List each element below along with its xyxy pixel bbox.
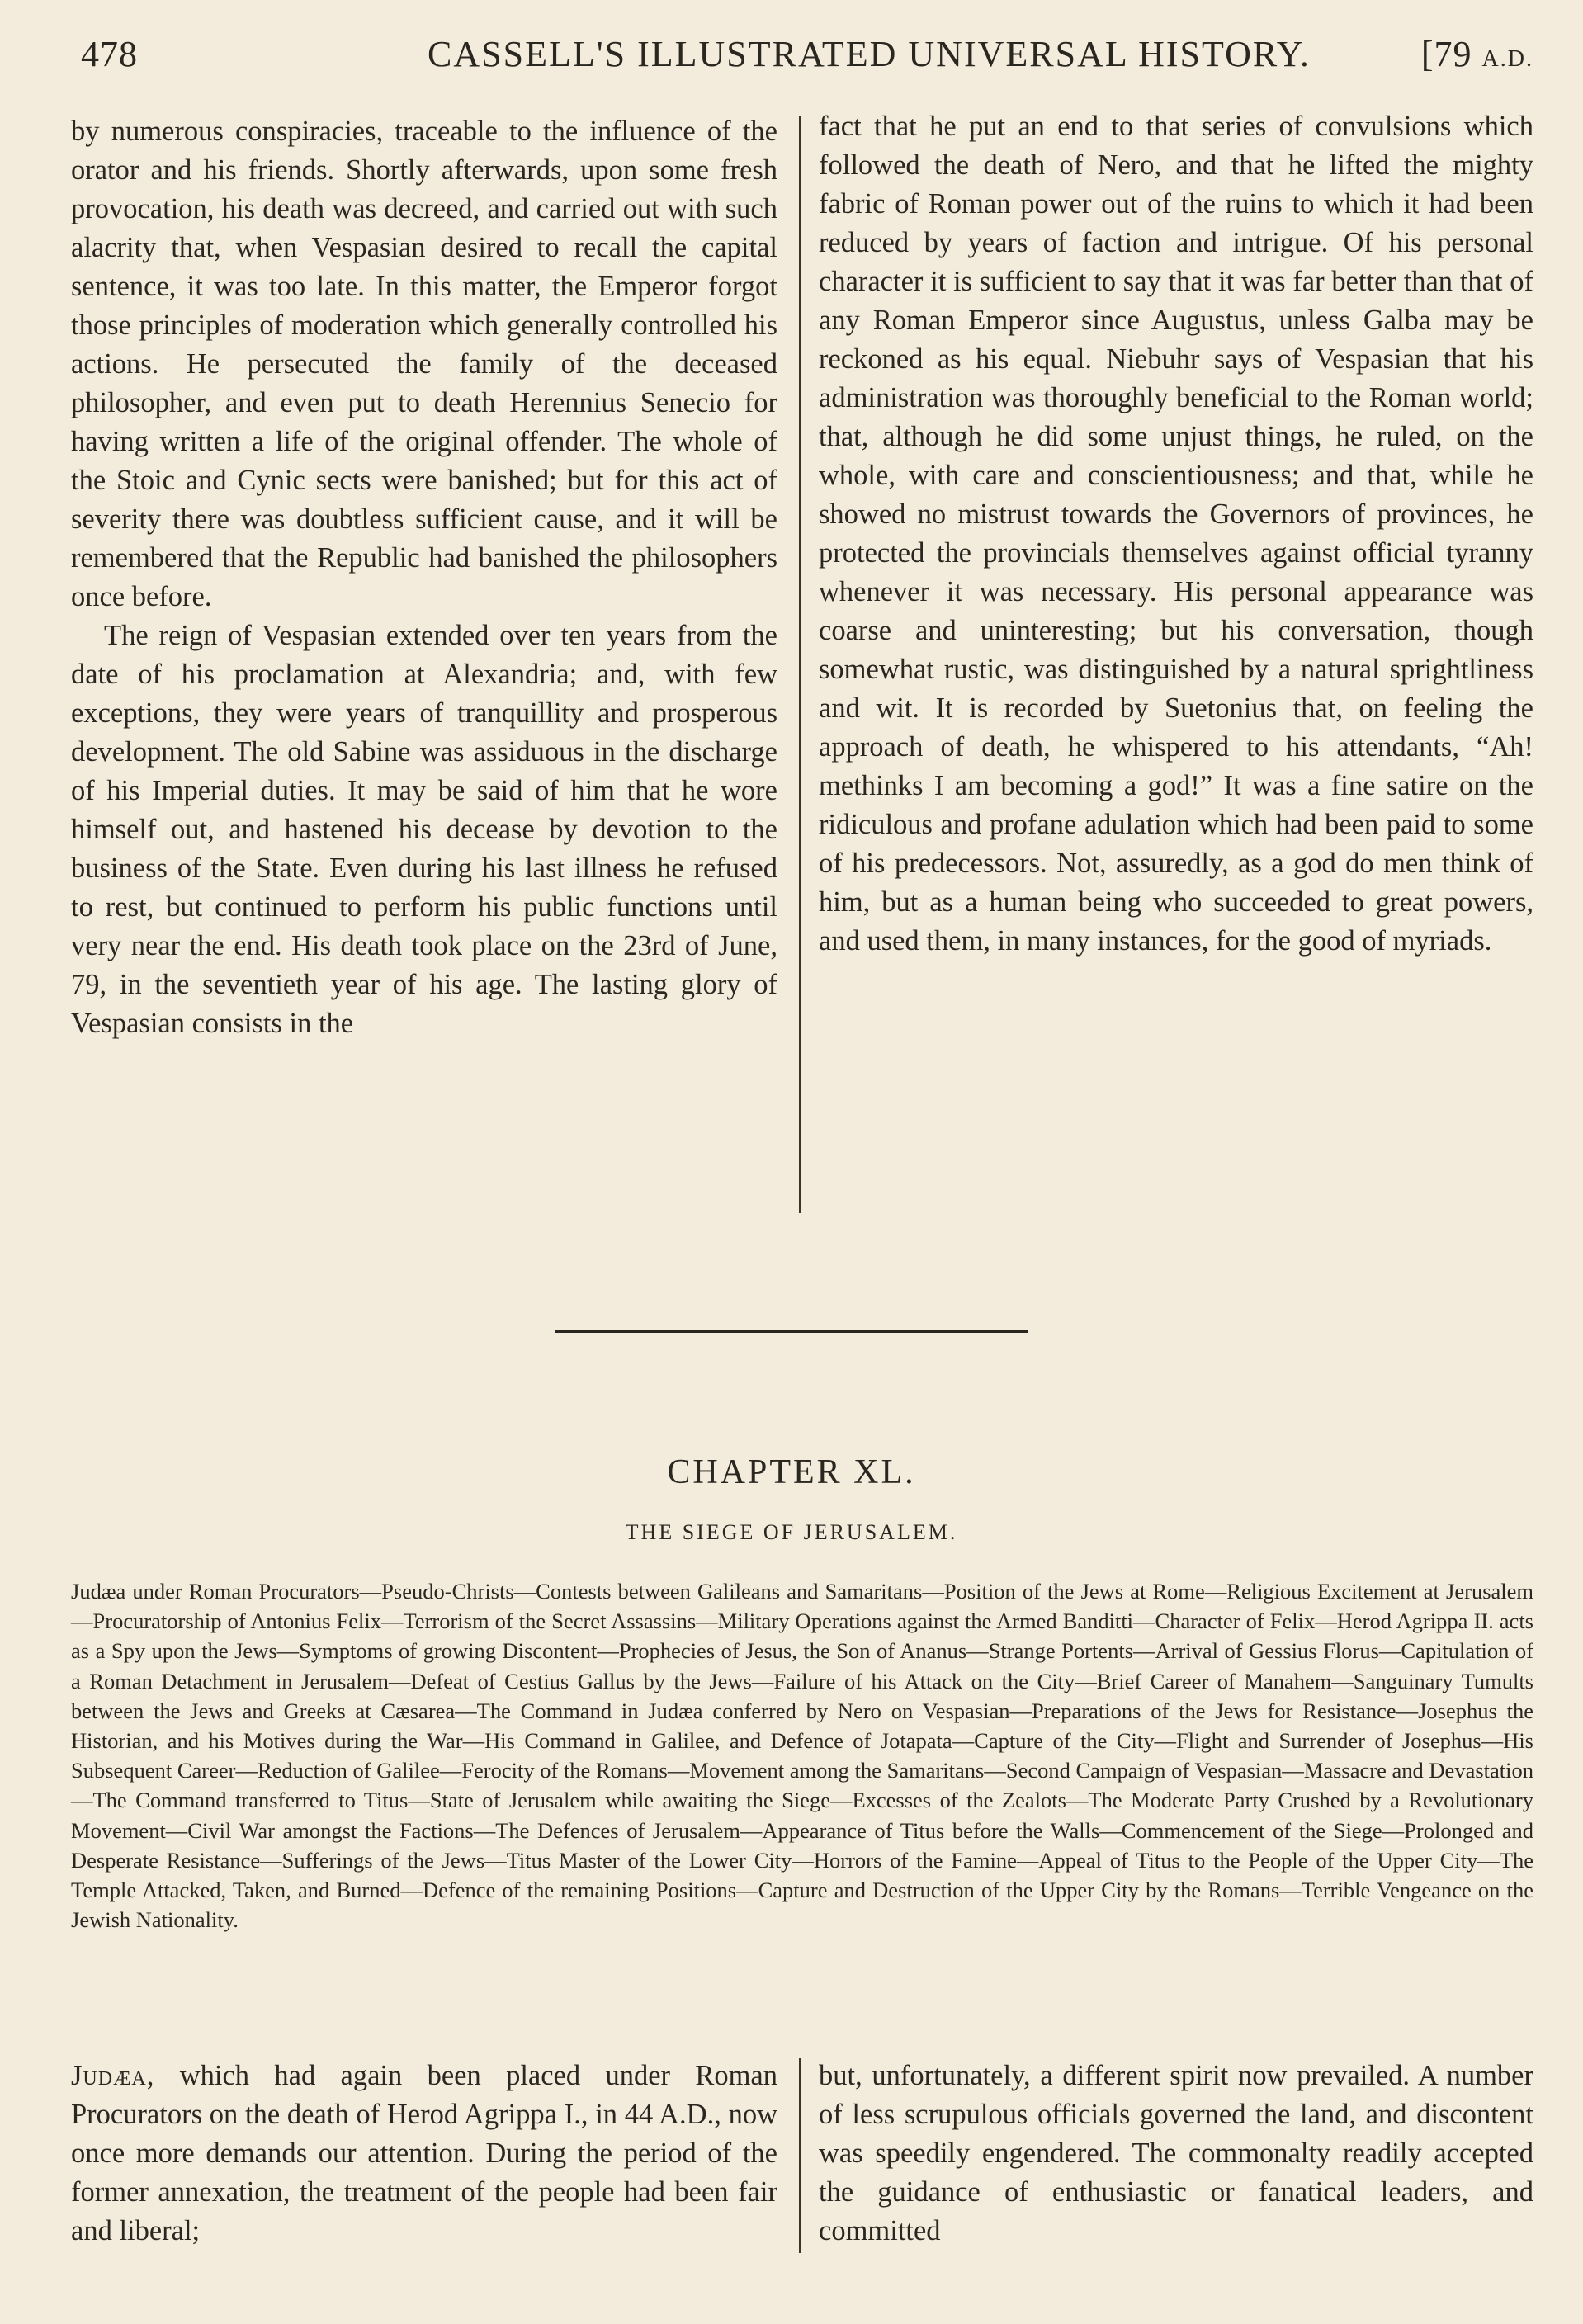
chapter-synopsis: Judæa under Roman Procurators—Pseudo-Christs—Contests between Galileans and Samaritans—Position of the Jews at Rome—Religious Excitement at Jerusalem—Procuratorship of Antonius Felix—Terrorism of the Secret Assassins—Military Operations against the Armed Banditti—Character of Felix—Herod Agrippa II. acts as a Spy upon the Jews—Symptoms of growing Discontent—Prophecies of Jesus, the Son of Ananus—Strange Portents—Arrival of Gessius Florus—Capitulation of a Roman Detachment in Jerusalem—Defeat of Cestius Gallus by the Jews—Failure of his Attack on the City—Brief Career of Manahem—Sanguinary Tumults between the Jews and Greeks at Cæsarea—The Command in Judæa conferred by Nero on Vespasian—Preparations of the Jews for Resistance—Josephus the Historian, and his Motives during the War—His Command in Galilee, and Defence of Jotapata—Capture of the City—Flight and Surrender of Josephus—His Subsequent Career—Reduction of Galilee—Ferocity of the Romans—Movement among the Samaritans—Second Campaign of Vespasian—Massacre and Devastation—The Command transferred to Titus—State of Jerusalem while awaiting the Siege—Excesses of the Zealots—The Moderate Party Crushed by a Revolutionary Movement—Civil War amongst the Factions—The Defences of Jerusalem—Appearance of Titus before the Walls—Commencement of the Siege—Prolonged and Desperate Resistance—Sufferings of the Jews—Titus Master of the Lower City—Horrors of the Famine—Appeal of Titus to the People of the Upper City—The Temple Attacked, Taken, and Burned—Defence of the remaining Positions—Capture and Destruction of the Upper City by the Romans—Terrible Vengeance on the Jewish Nationality.	[71, 1579, 1533, 1933]
running-header	[81, 33, 1533, 79]
book-title: CASSELL'S ILLUSTRATED UNIVERSAL HISTORY.	[428, 34, 1311, 74]
paragraph	[71, 2057, 777, 2251]
column-top-right	[819, 107, 1533, 961]
paragraph: by numerous conspiracies, traceable to the influence of the orator and his friends. Shortly afterwards, upon some fresh provocation, his death was decreed, and carried out with such alacrity that, when Vespasian desired to recall the capital sentence, it was too late. In this matter, the Emperor forgot those principles of moderation which generally controlled his actions. He persecuted the family of the deceased philosopher, and even put to death Herennius Senecio for having written a life of the original offender. The whole of the Stoic and Cynic sects were banished; but for this act of severity there was doubtless sufficient cause, and it will be remembered that the Republic had banished the philosophers once before.	[71, 116, 777, 612]
date-year: [79	[1420, 34, 1482, 74]
chapter-title: CHAPTER XL.	[667, 1453, 916, 1491]
column-divider	[799, 2058, 801, 2253]
date-marker	[1421, 33, 1533, 75]
date-era: A.D.	[1481, 46, 1533, 72]
page-number: 478	[81, 34, 138, 74]
chapter-subtitle: THE SIEGE OF JERUSALEM.	[625, 1520, 958, 1544]
paragraph: The reign of Vespasian extended over ten years from the date of his proclamation at Alexandria; and, with few exceptions, they were years of tranquillity and prosperous development. The old Sabine was assiduous in the discharge of his Imperial duties. It may be said of him that he wore himself out, and hastened his decease by devotion to the business of the State. Even during his last illness he refused to rest, but continued to perform his public functions until very near the end. His death took place on the 23rd of June, 79, in the seventieth year of his age. The lasting glory of Vespasian consists in the	[71, 620, 777, 1039]
column-divider	[799, 116, 801, 1213]
paragraph-text: which had again been placed under Roman Procurators on the death of Herod Agrippa I., in 44 A.D., now once more demands our attention. During the period of the former annexation, the treatment of the people had been fair and liberal;	[71, 2060, 777, 2246]
paragraph: fact that he put an end to that series of convulsions which followed the death of Nero, and that he lifted the mighty fabric of Roman power out of the ruins to which it had been reduced by years of faction and intrigue. Of his personal character it is sufficient to say that it was far better than that of any Roman Emperor since Augustus, unless Galba may be reckoned as his equal. Niebuhr says of Vespasian that his administration was thoroughly beneficial to the Roman world; that, although he did some unjust things, he ruled, on the whole, with care and conscientiousness; and that, while he showed no mistrust towards the Governors of provinces, he protected the provincials themselves against official tyranny whenever it was necessary. His personal appearance was coarse and uninteresting; but his conversation, though somewhat rustic, was distinguished by a natural sprightliness and wit. It is recorded by Suetonius that, on feeling the approach of death, he whispered to his attendants, “Ah! methinks I am becoming a god!” It was a fine satire on the ridiculous and profane adulation which had been paid to some of his predecessors. Not, assuredly, as a god do men think of him, but as a human being who succeeded to great powers, and used them, in many instances, for the good of myriads.	[819, 111, 1533, 957]
column-bottom-right	[819, 2057, 1533, 2251]
paragraph: but, unfortunately, a different spirit now prevailed. A number of less scrupulous officials governed the land, and discontent was speedily engendered. The commonalty readily accepted the guidance of enthusiastic or fanatical leaders, and committed	[819, 2060, 1533, 2246]
column-bottom-left	[71, 2057, 777, 2251]
section-divider	[555, 1330, 1028, 1333]
column-top-left	[71, 112, 777, 1043]
lead-word: Judæa,	[71, 2060, 155, 2091]
